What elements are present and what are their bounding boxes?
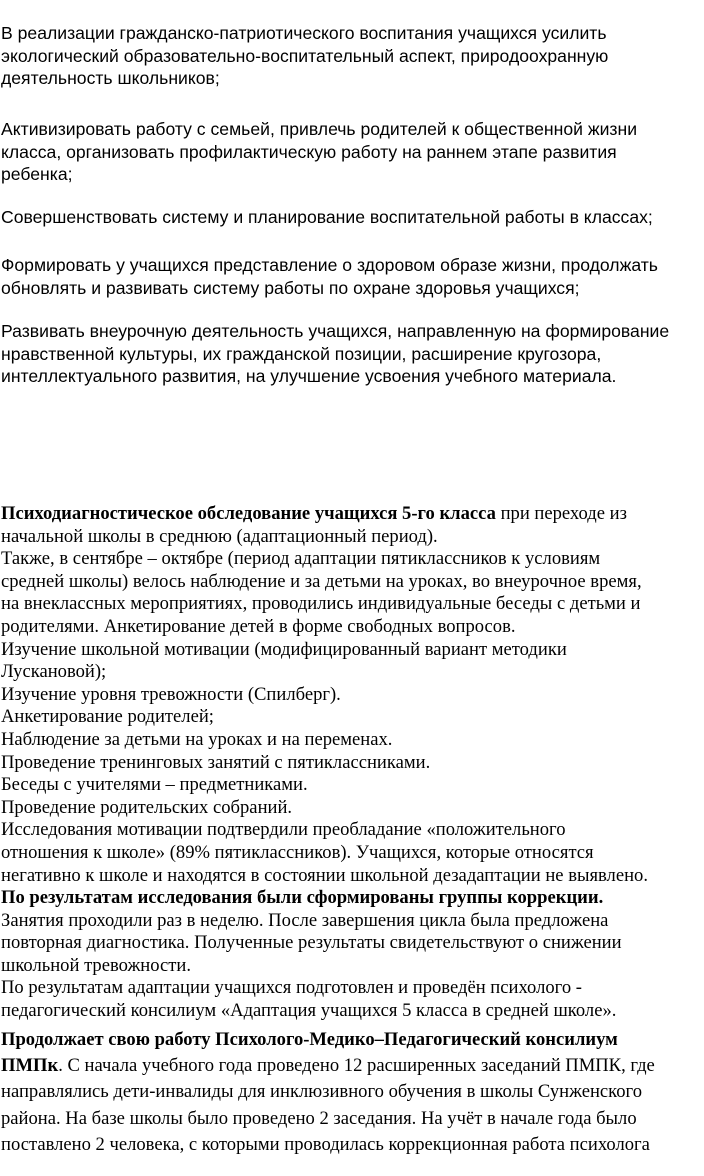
body-line: начальной школы в среднюю (адаптационный период). (1, 525, 438, 547)
body-line: Проведение тренинговых занятий с пятиклассниками. (1, 751, 431, 773)
body-line: Исследования мотивации подтвердили преобладание «положительного (1, 819, 566, 841)
body-line: Проведение родительских собраний. (1, 796, 293, 818)
section-heading-bold: Психодиагностическое обследование учащихся 5-го класса (1, 503, 496, 524)
body-line: Лускановой); (1, 661, 107, 683)
pmpk-abbrev: ПМПк (1, 1055, 59, 1077)
body-line: Беседы с учителями – предметниками. (1, 774, 308, 796)
pmpk-heading: Продолжает свою работу Психолого-Медико–Педагогический консилиум (1, 1029, 618, 1050)
goal-paragraph-health: Формировать у учащихся представление о здоровом образе жизни, продолжать обновлять и развивать систему работы по охране здоровья учащихся; (1, 255, 658, 298)
body-line: повторная диагностика. Полученные результаты свидетельствуют о снижении (1, 932, 622, 954)
body-line: Занятия проходили раз в неделю. После завершения цикла была предложена (1, 909, 609, 931)
body-line: негативно к школе и находятся в состоянии школьной дезадаптации не выявлено. (1, 864, 648, 886)
goal-paragraph-family: Активизировать работу с семьей, привлечь родителей к общественной жизни класса, организовать профилактическую работу на раннем этапе развития ребенка; (1, 119, 638, 184)
goal-paragraph-patriotic: В реализации гражданско-патриотического воспитания учащихся усилить экологический образовательно-воспитательный аспект, природоохранную деятельность школьников; (1, 23, 609, 88)
body-line: отношения к школе» (89% пятиклассников). Учащихся, которые относятся (1, 841, 594, 863)
body-line: Изучение уровня тревожности (Спилберг). (1, 683, 341, 705)
body-line: Психодиагностическое обследование учащихся 5-го класса при переходе из (1, 503, 627, 524)
goal-paragraph-extracurricular: Развивать внеурочную деятельность учащихся, направленную на формирование нравственной культуры, их гражданской позиции, расширение кругозора, интеллектуального развития, на улучшение усвоения учебного материала. (1, 321, 670, 386)
correction-groups-heading: По результатам исследования были сформированы группы коррекции. (1, 887, 604, 909)
body-line: школьной тревожности. (1, 954, 191, 976)
body-line: Наблюдение за детьми на уроках и на переменах. (1, 728, 393, 750)
body-line: на внеклассных мероприятиях, проводились индивидуальные беседы с детьми и (1, 593, 641, 615)
diagnostics-section (1, 503, 701, 1023)
body-line: района. На базе школы было проведено 2 заседания. На учёт в начале года было (1, 1107, 637, 1129)
body-line: поставлено 2 человека, с которыми проводилась коррекционная работа психолога (1, 1133, 650, 1155)
body-line: направлялись дети-инвалиды для инклюзивного обучения в школы Сунженского (1, 1081, 643, 1103)
body-line: Изучение школьной мотивации (модифицированный вариант методики (1, 638, 567, 660)
pmpk-section (1, 1027, 701, 1158)
body-line: ПМПк. С начала учебного года проведено 12 расширенных заседаний ПМПК, где (1, 1055, 655, 1077)
body-line: Также, в сентябре – октябре (период адаптации пятиклассников к условиям (1, 548, 601, 570)
body-line: педагогический консилиум «Адаптация учащихся 5 класса в средней школе». (1, 1000, 617, 1022)
body-line: средней школы) велось наблюдение и за детьми на уроках, во внеурочное время, (1, 570, 642, 592)
body-line: По результатам адаптации учащихся подготовлен и проведён психолого - (1, 977, 582, 999)
goal-paragraph-system: Совершенствовать систему и планирование воспитательной работы в классах; (1, 207, 653, 227)
body-line: Анкетирование родителей; (1, 706, 214, 728)
body-line: родителями. Анкетирование детей в форме свободных вопросов. (1, 615, 516, 637)
